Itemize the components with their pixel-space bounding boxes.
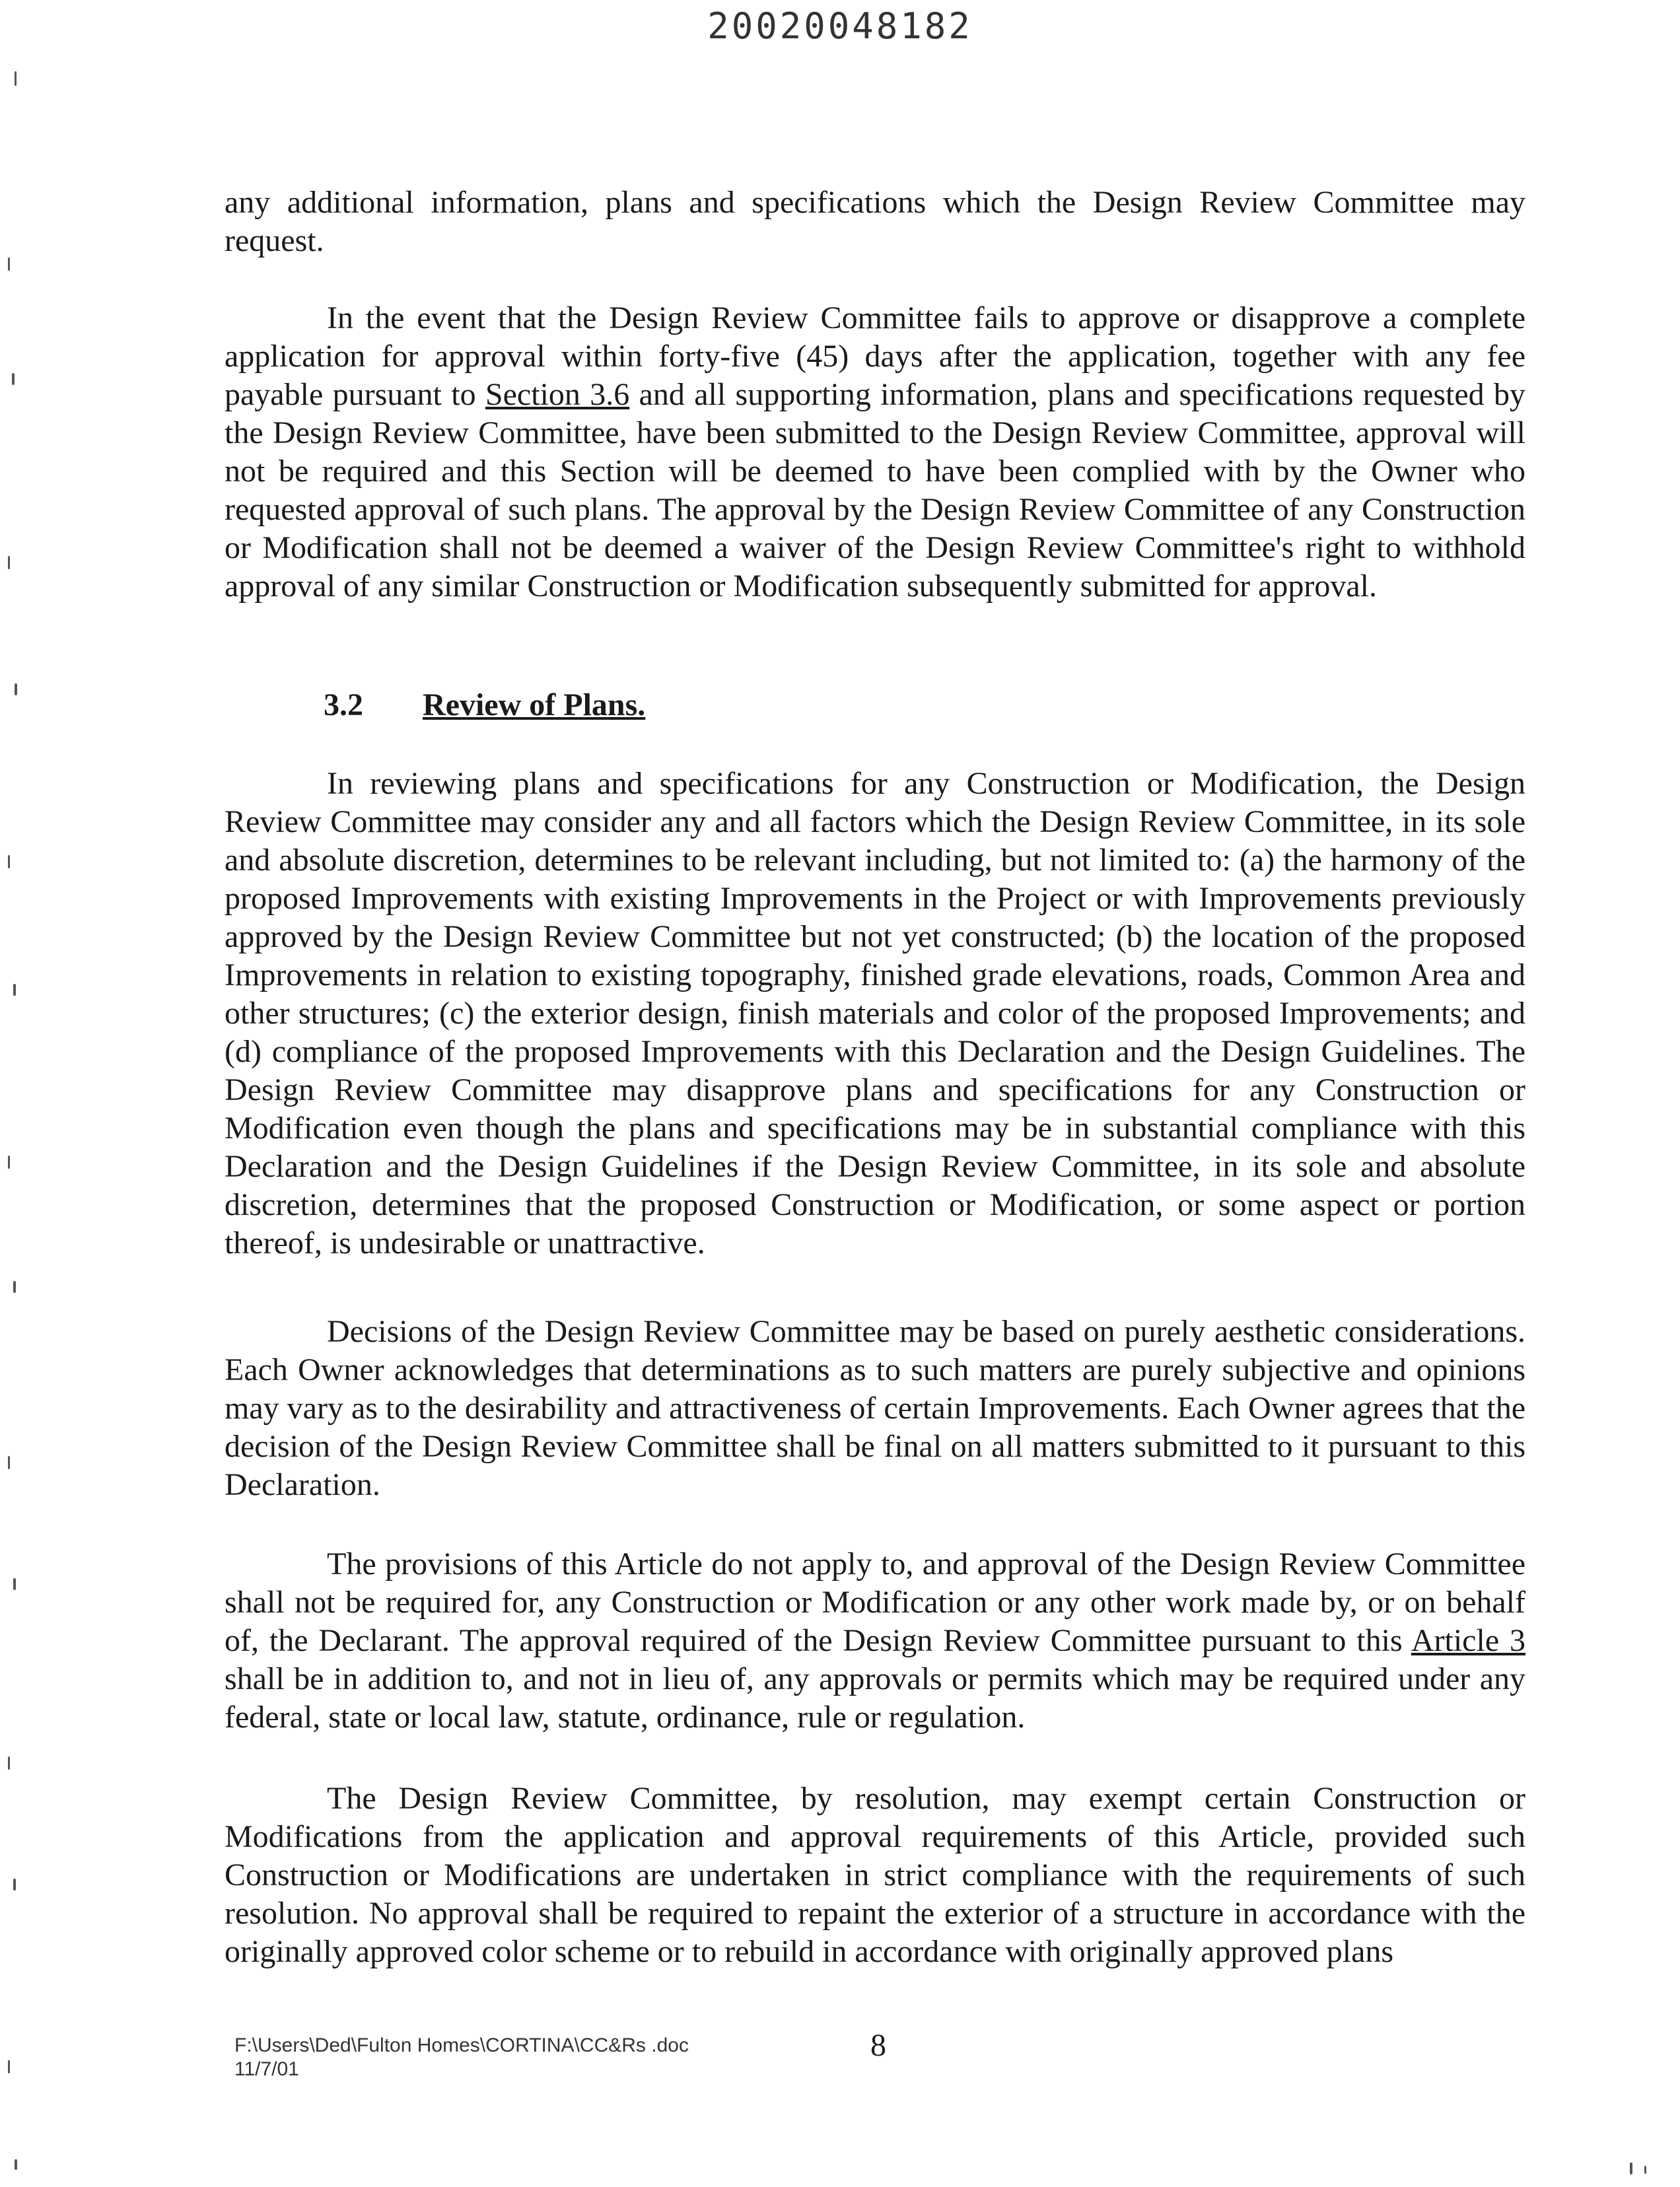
paragraph-text: shall be in addition to, and not in lieu of, any approvals or permits which may be required under any federal, state or local law, statute, ordinance, rule or regulation. bbox=[225, 1661, 1525, 1735]
paragraph-text: In the event that the Design Review Committee fails to approve or disapprove a complete application for approval within forty-five (45) days after the application, together with any fee payable pursuant to bbox=[225, 300, 1525, 412]
scan-speck bbox=[8, 855, 10, 868]
footer-date: 11/7/01 bbox=[234, 2058, 299, 2080]
paragraph-text: and all supporting information, plans and specifications requested by the Design Review Committee, have been submitted to the Design Review Committee, approval will not be required and this Section will be deemed to have been complied with by the Owner who requested approval of such plans. The approval by the Design Review Committee of any Construction or Modification shall not be deemed a waiver of the Design Review Committee's right to withhold approval of any similar Construction or Modification subsequently submitted for approval. bbox=[225, 377, 1526, 604]
scan-speck bbox=[8, 1756, 10, 1770]
paragraph-review-factors: In reviewing plans and specifications for any Construction or Modification, the Design Review Committee may consider any and all factors which the Design Review Committee, in its sole and absolute discretion, determines to be relevant including, but not limited to: (a) the harmony of the proposed Improvements with existing Improvements in the Project or with Improvements previously approved by the Design Review Committee but not yet constructed; (b) the location of the proposed Improvements in relation to existing topography, finished grade elevations, roads, Common Area and other structures; (c) the exterior design, finish materials and color of the proposed Improvements; and (d) compliance of the proposed Improvements with this Declaration and the Design Guidelines. The Design Review Committee may disapprove plans and specifications for any Construction or Modification even though the plans and specifications may be in substantial compliance with this Declaration and the Design Guidelines if the Design Review Committee, in its sole and absolute discretion, determines that the proposed Construction or Modification, or some aspect or portion thereof, is undesirable or unattractive. bbox=[225, 766, 1525, 1261]
footer-file-path: F:\Users\Ded\Fulton Homes\CORTINA\CC&Rs .doc bbox=[234, 2034, 689, 2056]
document-number: 20020048182 bbox=[707, 5, 973, 47]
scan-speck bbox=[1644, 2166, 1646, 2174]
scan-speck bbox=[15, 2159, 17, 2170]
scan-speck bbox=[12, 373, 15, 385]
footer-file-info bbox=[234, 2034, 689, 2081]
section-number: 3.2 bbox=[324, 687, 363, 722]
scan-speck bbox=[8, 1156, 10, 1169]
scan-speck bbox=[1630, 2163, 1632, 2174]
scan-speck bbox=[8, 2060, 10, 2073]
paragraph-continuation: any additional information, plans and specifications which the Design Review Committee may request. bbox=[225, 185, 1525, 258]
scan-speck bbox=[13, 984, 16, 996]
scan-speck bbox=[13, 1879, 16, 1891]
section-reference-link[interactable]: Section 3.6 bbox=[485, 377, 630, 412]
section-title: Review of Plans. bbox=[423, 687, 646, 722]
paragraph-approval-timeline bbox=[225, 299, 1525, 606]
paragraph-aesthetic-decisions: Decisions of the Design Review Committee may be based on purely aesthetic considerations. Each Owner acknowledges that determinations as to such matters are purely subjective and opinions may vary as to the desirability and attractiveness of certain Improvements. Each Owner agrees that the decision of the Design Review Committee shall be final on all matters submitted to it pursuant to this Declaration. bbox=[225, 1314, 1525, 1502]
section-heading bbox=[324, 687, 645, 723]
scan-speck bbox=[8, 556, 10, 569]
scan-speck bbox=[15, 683, 17, 695]
scan-speck bbox=[8, 258, 10, 271]
paragraph-exemptions: The Design Review Committee, by resolution, may exempt certain Construction or Modifications from the application and approval requirements of this Article, provided such Construction or Modifications are undertaken in strict compliance with the requirements of such resolution. No approval shall be required to repaint the exterior of a structure in accordance with the originally approved color scheme or to rebuild in accordance with originally approved plans bbox=[225, 1781, 1525, 1969]
scan-speck bbox=[15, 71, 17, 86]
scan-speck bbox=[8, 1456, 10, 1469]
scan-speck bbox=[13, 1281, 16, 1293]
paragraph-article-exceptions bbox=[225, 1545, 1525, 1737]
page-number: 8 bbox=[870, 2028, 886, 2063]
paragraph-text: The provisions of this Article do not apply to, and approval of the Design Review Committee shall not be required for, any Construction or Modification or any other work made by, or on behalf of, the Declarant. The approval required of the Design Review Committee pursuant to this bbox=[225, 1546, 1525, 1658]
scan-speck bbox=[13, 1578, 16, 1590]
article-reference-link[interactable]: Article 3 bbox=[1411, 1623, 1525, 1658]
